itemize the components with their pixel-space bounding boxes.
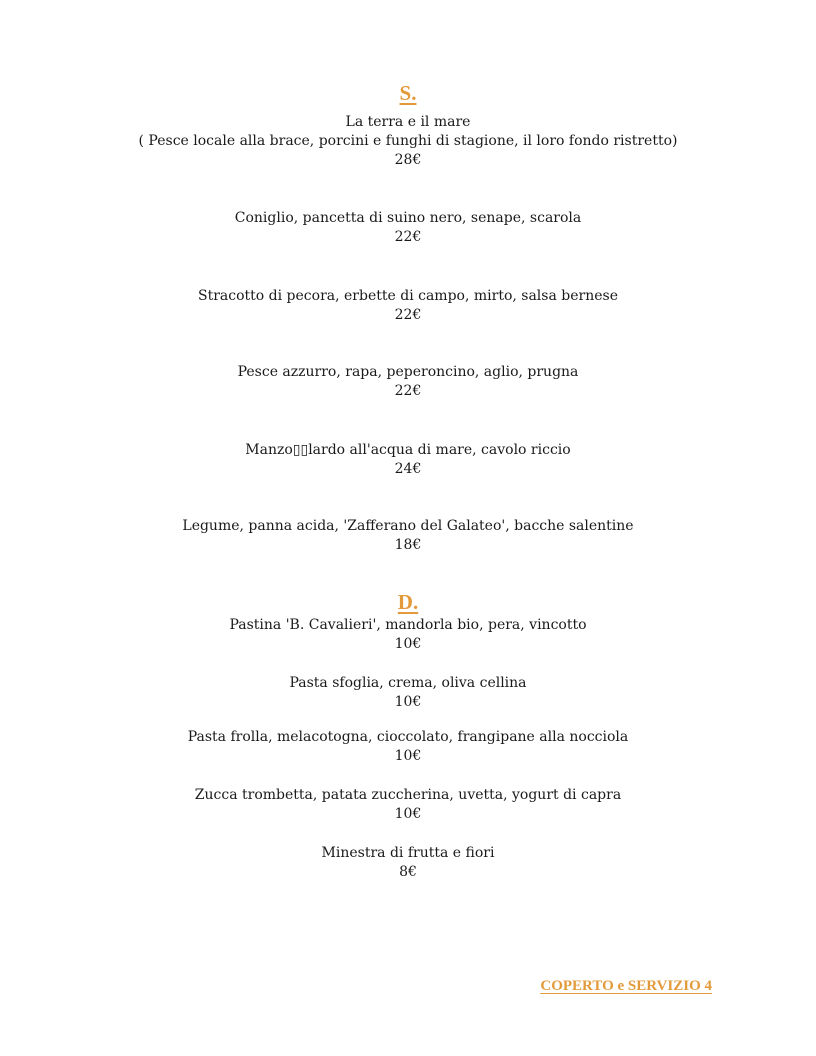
dish-name: Pesce azzurro, rapa, peperoncino, aglio, prugna xyxy=(237,364,579,380)
dish-price: 18€ xyxy=(394,537,422,553)
dish-name: Stracotto di pecora, erbette di campo, mirto, salsa bernese xyxy=(198,288,618,304)
menu-item xyxy=(0,616,816,654)
dish-name: Pasta sfoglia, crema, oliva cellina xyxy=(289,675,527,691)
menu-item xyxy=(0,786,816,824)
menu-item xyxy=(0,441,816,479)
menu-item xyxy=(0,363,816,401)
dish-name: Coniglio, pancetta di suino nero, senape, scarola xyxy=(234,210,582,226)
menu-item xyxy=(0,517,816,555)
dish-price: 22€ xyxy=(394,383,422,399)
dish-name: Minestra di frutta e fiori xyxy=(321,845,495,861)
section-heading-secondi: S. xyxy=(399,81,417,105)
dish-price: 10€ xyxy=(394,694,422,710)
menu-item xyxy=(0,728,816,766)
dish-price: 10€ xyxy=(394,636,422,652)
menu-item xyxy=(0,844,816,882)
dish-description: ( Pesce locale alla brace, porcini e funghi di stagione, il loro fondo ristretto) xyxy=(138,133,678,149)
menu-item xyxy=(0,287,816,325)
dish-name: Manzo▯▯lardo all'acqua di mare, cavolo riccio xyxy=(245,442,571,458)
menu-item xyxy=(0,113,816,170)
dish-price: 10€ xyxy=(394,806,422,822)
section-heading-dolci: D. xyxy=(397,590,419,614)
dish-price: 24€ xyxy=(394,461,422,477)
dish-price: 28€ xyxy=(394,152,422,168)
dish-price: 22€ xyxy=(394,307,422,323)
dish-price: 22€ xyxy=(394,229,422,245)
dish-name: Zucca trombetta, patata zuccherina, uvetta, yogurt di capra xyxy=(194,787,622,803)
menu-item xyxy=(0,209,816,247)
dish-name: Pastina 'B. Cavalieri', mandorla bio, pera, vincotto xyxy=(229,617,587,633)
dish-price: 8€ xyxy=(399,864,417,880)
menu-item xyxy=(0,674,816,712)
dish-name: Legume, panna acida, 'Zafferano del Galateo', bacche salentine xyxy=(182,518,634,534)
dish-price: 10€ xyxy=(394,748,422,764)
dish-name: La terra e il mare xyxy=(345,114,471,130)
dish-name: Pasta frolla, melacotogna, cioccolato, frangipane alla nocciola xyxy=(187,729,629,745)
coperto-servizio-link[interactable]: COPERTO e SERVIZIO 4 xyxy=(540,978,712,994)
